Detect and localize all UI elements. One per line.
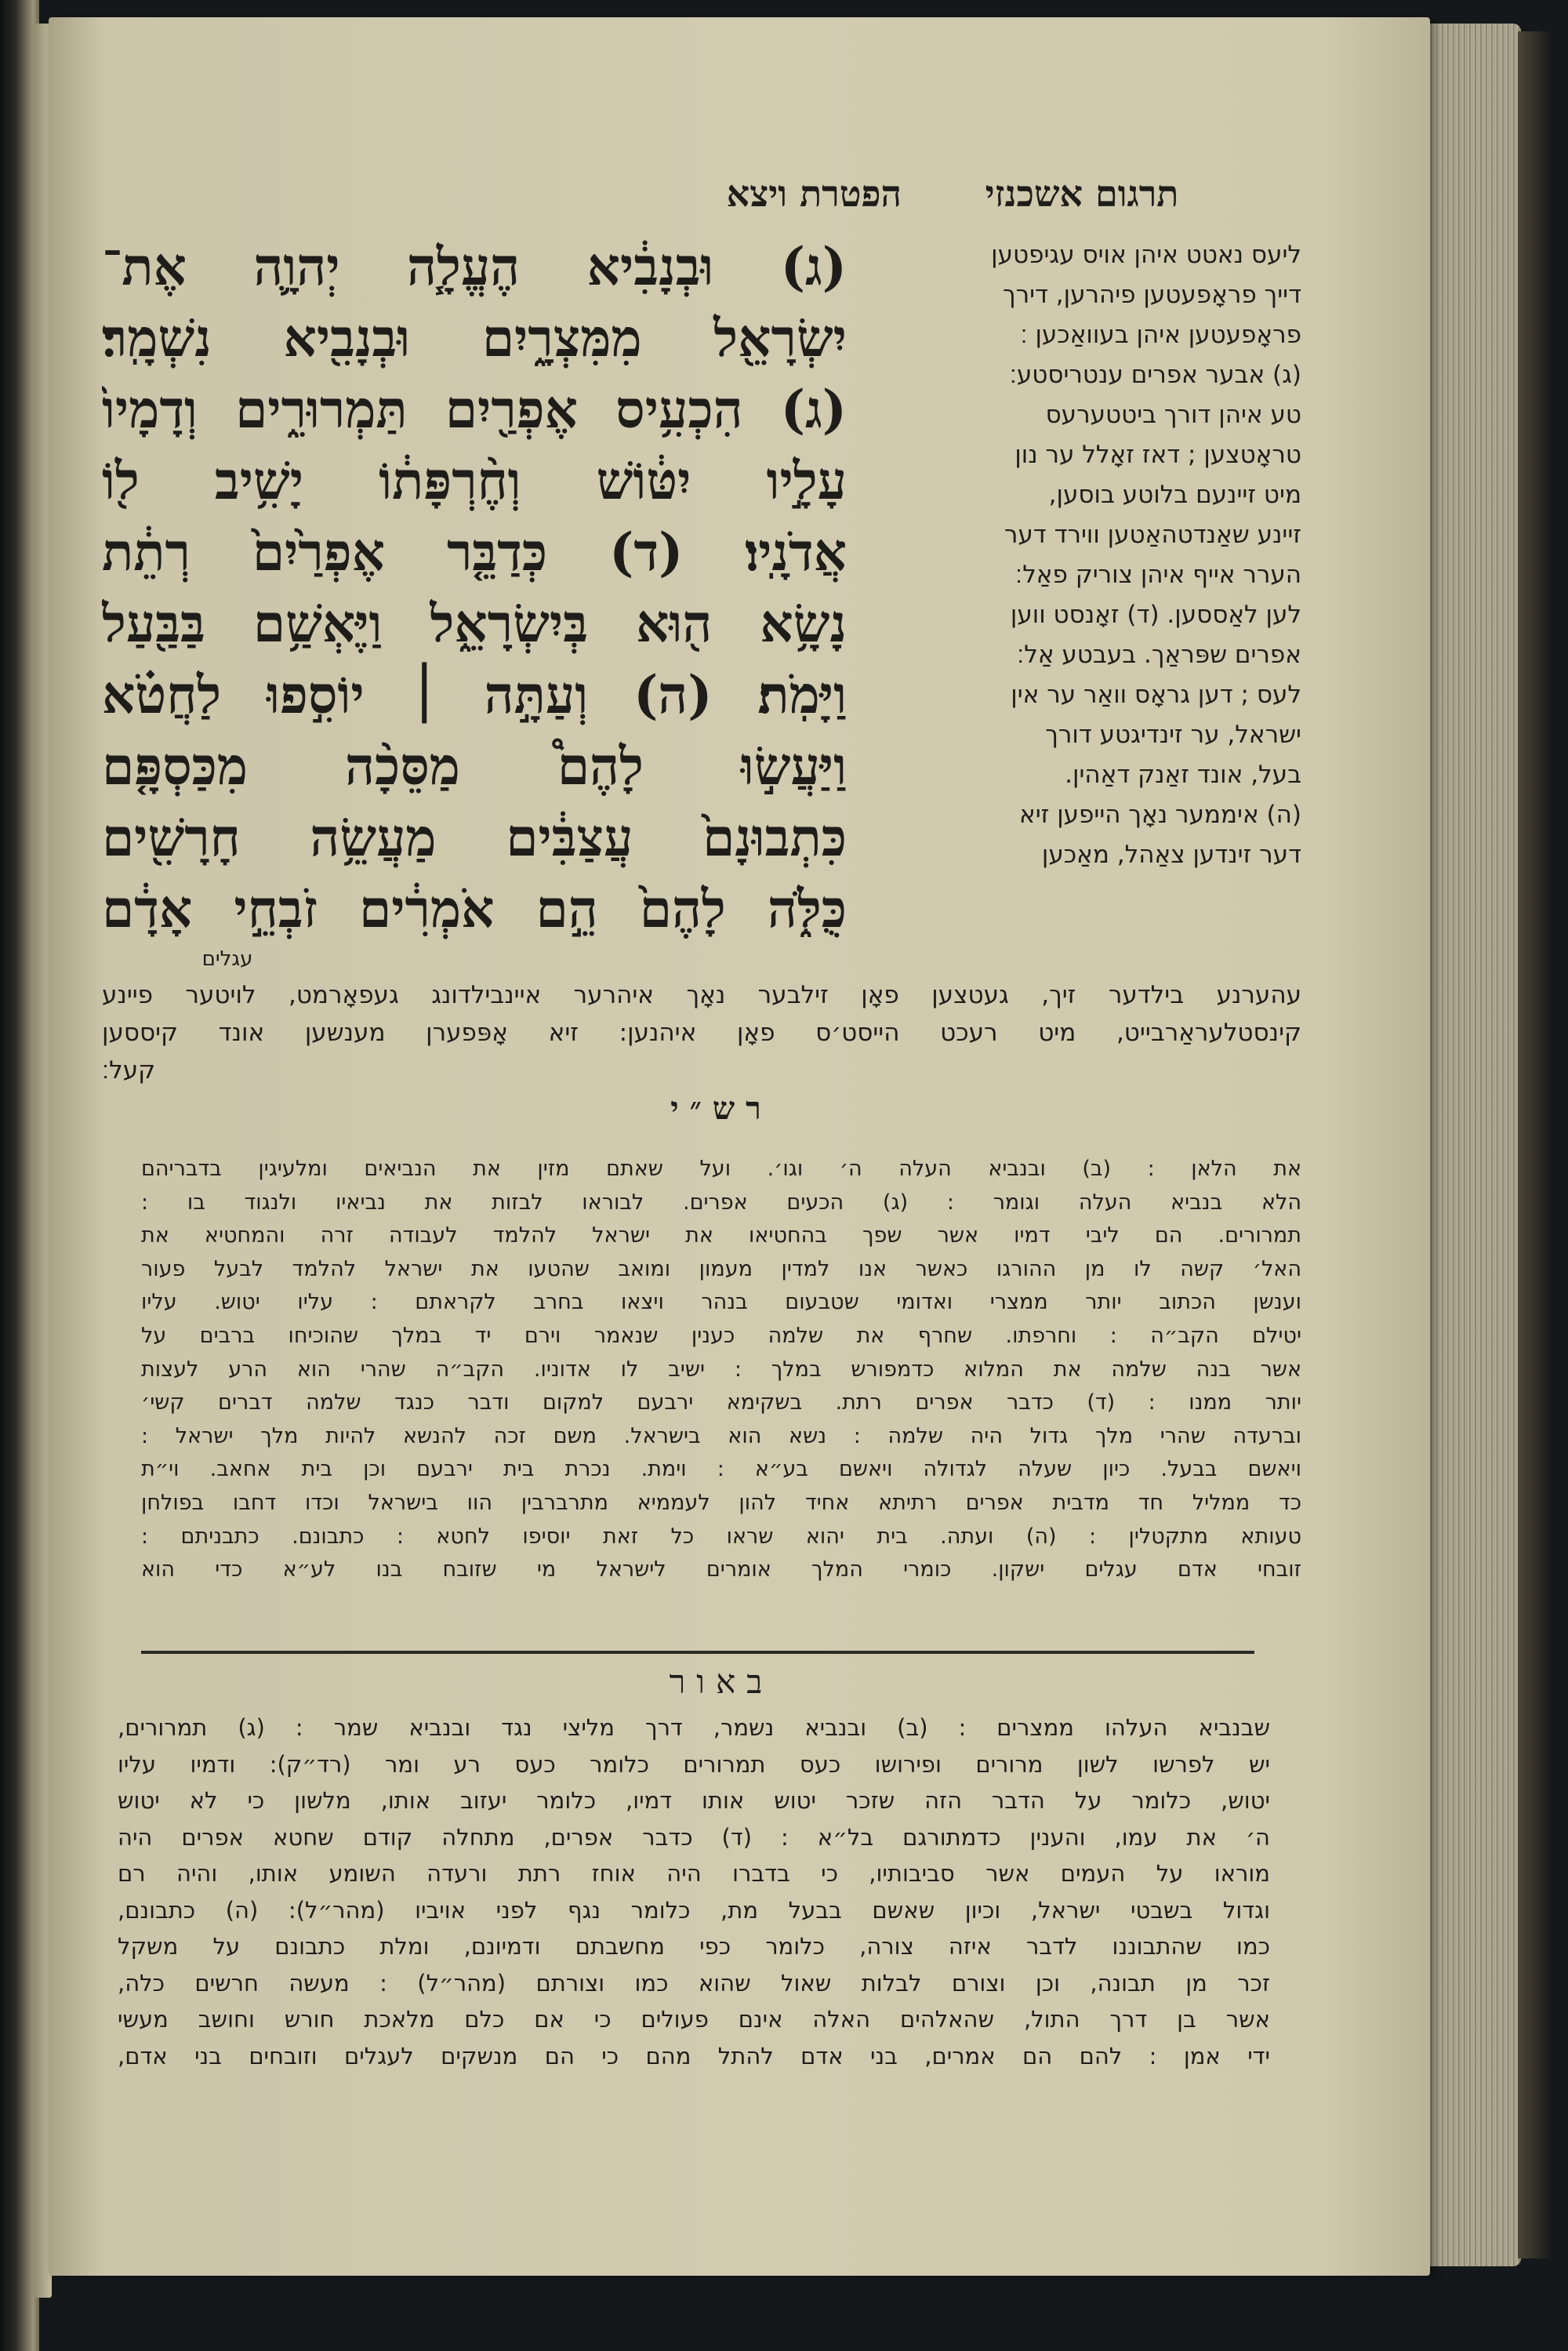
biur-line: ה׳ את עמו, והענין כדמתורגם בל״א : (ד) כדבר אפרים, מתחלה קודם שחטא אפרים היה [118,1823,1270,1851]
rashi-line: אשר בנה שלמה את המלוא כדמפורש במלך : ישיב לו אדוניו. הקב״ה שהרי הוא הרע לעצות [141,1357,1301,1382]
targum-line: טראָטצען ; דאז זאָלל ער נון [1014,441,1301,469]
rashi-line: כד ממליל חד מדבית אפרים רתיתא אחיד להון לעממיא מתרברבין הוו בישראל וכדו דחבו בפולחן [141,1490,1301,1515]
running-title-targum: תרגום אשכנזי [985,173,1179,215]
rashi-line: וענשן הכתוב יותר ממצרי ואדומי שטבעום בנהר ויצאו בחרב לקראתם : עליו יטוש. עליו [141,1290,1301,1315]
hebrew-verse-line: (ג) הִכְעִ֥יס אֶפְרַ֖יִם תַּמְרוּרִ֑ים וְדָמָיו֙ [102,379,847,440]
rashi-line: הלא בנביא העלה וגומר : (ג) הכעים אפרים. לבוראו לבזות את נביאיו ולנגוד בו : [141,1190,1301,1215]
marginal-note: עגלים [201,947,253,971]
rashi-line: יותר ממנו : (ד) כדבר אפרים רתת. בשקימא ירבעם למקום ודבר כנגד שלמה דברים קשי׳ [141,1390,1301,1415]
biur-commentary [118,1710,1270,2074]
targum-line: טע איהן דורך ביטטערעס [1045,401,1301,429]
book-cover-shadow [1518,31,1549,2258]
section-divider [141,1651,1254,1654]
running-title-haftarah: הפטרת ויצא [726,173,902,215]
rashi-line: טעותא מתקטלין : (ה) ועתה. בית יהוא שראו כל זאת יוסיפו לחטא : כתבונם. כתבניתם : [141,1524,1301,1549]
targum-wide-line: קינסטלעראַרבייט, מיט רעכט הייסט׳ס פאָן איהנען: זיא אָפּפערן מענשען אונד קיססען [102,1019,1301,1047]
targum-line: (ג) אבער אפרים ענטריסטע׃ [1009,361,1301,389]
targum-line: זיינע שאַנדטהאַטען ווירד דער [1004,521,1301,549]
targum-line: (ה) איממער נאָך הייפען זיא [1018,801,1301,829]
rashi-commentary [141,1153,1301,1587]
biur-line: שבנביא העלהו ממצרים : (ב) ובנביא נשמר, דרך מליצי נגד ובנביא שמר : (ג) תמרורים, [118,1714,1270,1741]
targum-line: לעס ; דען גראָס וואַר ער אין [1011,681,1301,709]
rashi-line: וברעדה שהרי מלך גדול היה שלמה : נשא הוא בישראל. משם זכה להנשא להיות מלך ישראל : [141,1423,1301,1448]
biur-line: וגדול בשבטי ישראל, וכיון שאשם בבעל מת, כלומר נגף לפני אויביו (מהר״ל): (ה) כתבונם, [118,1896,1270,1924]
biur-heading: באור [669,1662,774,1701]
biur-line: יש לפרשו לשון מרורים ופירושו כעס תמרורים כלומר כעס רע ומר (רד״ק): ודמיו עליו [118,1750,1270,1778]
targum-column [862,235,1301,875]
hebrew-verse-line: אֲדֹנָֽיו׃ (ד) כְּדַבֵּ֤ר אֶפְרַ֙יִם֙ רְתֵ֔ת [102,521,847,583]
biur-line: יטוש, כלומר על הדבר הזה שזכר יטוש אותו דמיו, כלומר יעזוב אותו, מלשון כי לא יטוש [118,1787,1270,1814]
targum-line: הערר אייף איהן צוריק פאַל׃ [1015,561,1301,589]
targum-line: ישראל, ער זינדיגטע דורך [1045,721,1301,749]
rashi-line: האל׳ קשה לו מן ההורגו כאשר אנו למדין מעמון ומואב שהטעו את ישראל להלמד לבעל פעור [141,1256,1301,1281]
hebrew-verse-line: כֻּלֹּ֑ה לָהֶם֙ הֵ֣ם אֹמְרִ֔ים זֹבְחֵ֣י אָדָ֔ם [102,878,847,939]
rashi-line: יטילם הקב״ה : וחרפתו. שחרף את שלמה כענין שנאמר וירם יד במלך שהוכיחו ברבים על [141,1323,1301,1348]
targum-line: אפרים שפּראַך. בעבטע אַל׃ [1017,641,1301,669]
hebrew-verse-block [102,231,847,945]
targum-wide-lines [102,976,1301,1089]
rashi-line: את הלאן : (ב) ובנביא העלה ה׳ וגו׳. ועל שאתם מזין את הנביאים ומלעיגין בדבריהם [141,1157,1301,1181]
targum-wide-line: עהערנע בילדער זיך, געטצען פאָן זילבער נאָך איהרער איינבילדונג געפאָרמט, לויטער פיינע [102,981,1301,1009]
targum-line: לען לאַססען. (ד) זאָנסט ווען [1010,601,1301,629]
rashi-heading: רש״י [670,1090,772,1127]
hebrew-verse-line: כִּתְבוּנָם֙ עֲצַבִּ֔ים מַעֲשֵׂ֥ה חָרָשִׁ֖ים [102,807,847,868]
biur-line: זכר מן תבונה, וכן וצורם לבלות שאול שהוא כמו וצורתם (מהר״ל) : מעשה חרשים כלה, [118,1969,1270,1997]
targum-line: ליעס נאטט איהן אויס עגיפטען [991,241,1301,269]
targum-line: פראָפעטען איהן בעוואַכען ׃ [1020,321,1301,349]
hebrew-verse-line: נָשָׂ֥א ה֖וּא בְּיִשְׂרָאֵ֑ל וַיֶּאְשַׁ֥ם בַּבַּ֖עַל [102,593,847,654]
biur-line: מוראו על העמים אשר סביבותיו, כי בדברו היה אוחז רתת ורעדה השומע אותו, והיה רם [118,1860,1270,1887]
biur-line: ידי אמן : להם הם אמרים, בני אדם להתל מהם כי הם מנשקים לעגלים וזובחים בני אדם, [118,2042,1270,2069]
targum-line: דייך פראָפעטען פיהרען, דירך [1002,281,1301,309]
hebrew-verse-line: וַיָּמֹֽת׃ (ה) וְעַתָּ֣ה ׀ יוֹסִ֣פוּ לַחֲטֹ֗א [102,664,847,725]
hebrew-verse-line: יִשְׂרָאֵ֖ל מִמִּצְרָ֑יִם וּבְנָבִ֖יא נִשְׁמָֽר׃ [102,307,847,369]
hebrew-verse-line: (ג) וּבְנָבִ֔יא הֶעֱלָ֧ה יְהוָ֛ה אֶת־ [102,236,847,297]
biur-line: כמו שהתבוננו לדבר איזה צורה, כלומר כפי מחשבתם ודמיונם, ומלת כתבונם על משקל [118,1933,1270,1960]
hebrew-verse-line: וַיַּעֲשׂ֣וּ לָהֶם֩ מַסֵּכָ֨ה מִכַּסְפָּ֤ם [102,736,847,797]
rashi-line: ויאשם בבעל. כיון שעלה לגדולה ויאשם בע״א : וימת. נכרת בית ירבעם וכן בית אחאב. וי״ת [141,1457,1301,1482]
targum-wide-line: קעל׃ [102,1056,156,1085]
targum-line: בעל, אונד זאַנק דאַהין. [1065,761,1301,789]
targum-line: מיט זיינעם בלוטע בוסען, [1048,481,1301,509]
hebrew-verse-line: עָלָ֣יו יִטּ֔וֹשׁ וְחֶ֨רְפָּת֔וֹ יָשִׁ֥יב ל֖וֹ [102,450,847,511]
biur-line: אשר בן דרך התול, שהאלהים האלה אינם פעולים כי אם כלם מלאכת חורש וחושב מעשי [118,2006,1270,2033]
rashi-line: תמרורים. הם ליבי דמיו אשר שפך בהחטיאו את ישראל להלמד לעבודה זרה והמחטיא את [141,1223,1301,1248]
rashi-line: זובחי אדם עגלים ישקון. כומרי המלך אומרים לישראל מי שזובח בנו לע״א כדי הוא [141,1557,1301,1582]
targum-line: דער זינדען צאַהל, מאַכען [1041,841,1301,869]
